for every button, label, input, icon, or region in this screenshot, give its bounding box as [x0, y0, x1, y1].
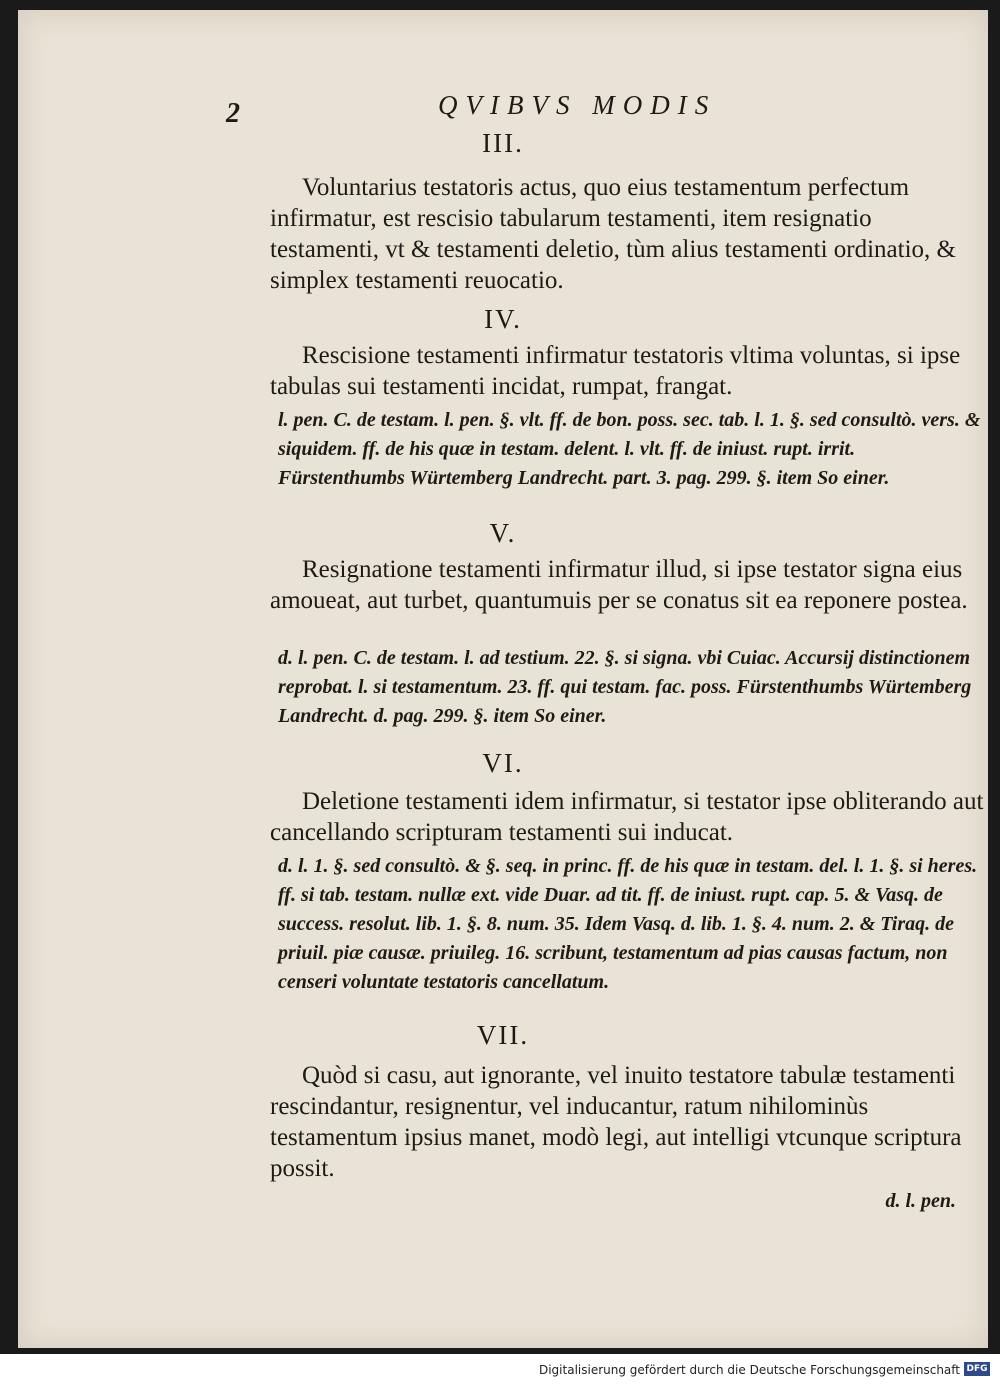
- section-number-vii: VII.: [476, 1020, 530, 1050]
- section-vi-text: Deletione testamenti idem infirmatur, si testator ipse obliterando aut cancellando scripturam testamenti sui inducat.: [270, 788, 984, 846]
- section-iv-reference: l. pen. C. de testam. l. pen. §. vlt. ff. de bon. poss. sec. tab. l. 1. §. sed consultò. vers. & siquidem. ff. de his quæ in testam. delent. l. vlt. ff. de iniust. rupt. irrit. Fürstenthumbs Würtemberg Landrecht. part. 3. pag. 299. §. item So einer.: [278, 409, 981, 489]
- section-number-v: V.: [489, 518, 517, 548]
- dfg-logo: DFG: [964, 1362, 990, 1376]
- section-vii-reference: d. l. pen.: [885, 1190, 956, 1212]
- page-number: 2: [226, 98, 240, 129]
- running-title: QVIBVS MODIS: [438, 90, 717, 120]
- digitization-footer: [0, 1354, 1000, 1386]
- footer-credit: Digitalisierung gefördert durch die Deutsche Forschungsgemeinschaft: [538, 1363, 960, 1377]
- section-number-iii: III.: [482, 128, 524, 158]
- section-v-text: Resignatione testamenti infirmatur illud, si ipse testator signa eius amoueat, aut turbet, quantumuis per se conatus sit ea reponere postea.: [270, 556, 968, 614]
- section-iii-text: Voluntarius testatoris actus, quo eius testamentum perfectum infirmatur, est rescisio tabularum testamenti, item resignatio testamenti, vt & testamenti deletio, tùm alius testamenti ordinatio, & simplex testamenti reuocatio.: [270, 174, 956, 294]
- section-vi-reference: d. l. 1. §. sed consultò. & §. seq. in princ. ff. de his quæ in testam. del. l. 1. §. si heres. ff. si tab. testam. nullæ ext. vide Duar. ad tit. ff. de iniust. rupt. cap. 5. & Vasq. de success. resolut. lib. 1. §. 8. num. 35. Idem Vasq. d. lib. 1. §. 4. num. 2. & Tiraq. de priuil. piæ causæ. priuileg. 16. scribunt, testamentum ad pias causas factum, non censeri voluntate testatoris cancellatum.: [278, 855, 978, 993]
- section-number-vi: VI.: [482, 748, 524, 778]
- book-page: [18, 10, 988, 1348]
- section-number-iv: IV.: [484, 304, 522, 334]
- section-vii-text: Quòd si casu, aut ignorante, vel inuito testatore tabulæ testamenti rescindantur, resignentur, vel inducantur, ratum nihilominùs testamentum ipsius manet, modò legi, aut intelligi vtcunque scriptura possit.: [270, 1062, 962, 1182]
- section-iv-text: Rescisione testamenti infirmatur testatoris vltima voluntas, si ipse tabulas sui testamenti incidat, rumpat, frangat.: [270, 342, 961, 400]
- section-v-reference: d. l. pen. C. de testam. l. ad testium. 22. §. si signa. vbi Cuiac. Accursij distinctionem reprobat. l. si testamentum. 23. ff. qui testam. fac. poss. Fürstenthumbs Würtemberg Landrecht. d. pag. 299. §. item So einer.: [278, 647, 972, 727]
